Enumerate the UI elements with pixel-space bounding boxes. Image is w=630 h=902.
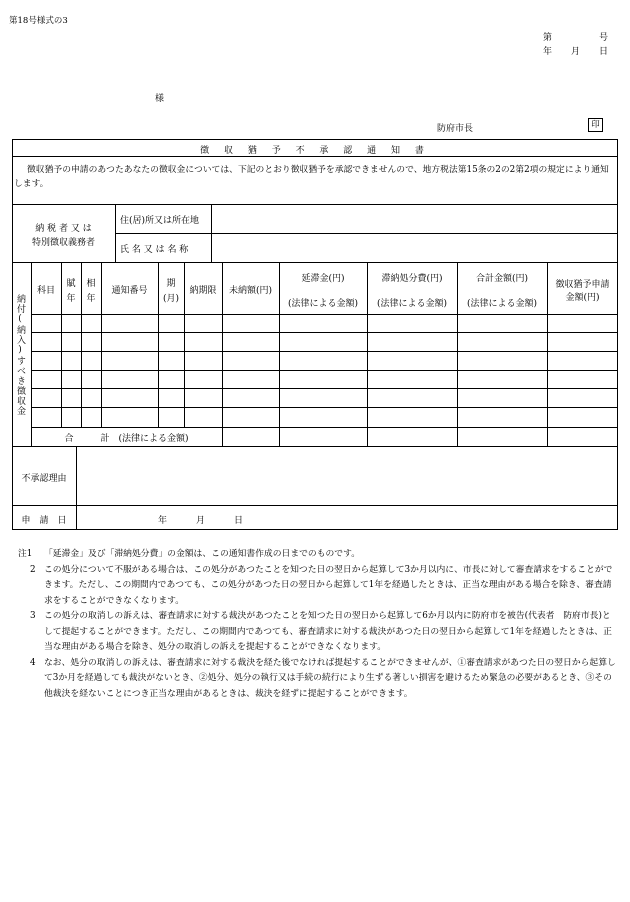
header-due-date: 納期限: [189, 286, 217, 296]
header-fiscal-year-1: 相: [86, 279, 96, 289]
note-item: [18, 563, 618, 610]
issue-month: 月: [570, 47, 580, 57]
seal-mark: 印: [588, 118, 603, 132]
header-period-1: 期: [166, 279, 176, 289]
number-suffix: 号: [598, 33, 608, 43]
application-date-label: 申 請 日: [21, 516, 67, 526]
application-year: 年: [158, 516, 168, 526]
header-unpaid: 未納額(円): [228, 286, 273, 296]
document-title: 徴 収 猶 予 不 承 認 通 知 書: [200, 146, 430, 156]
note-number: 注1: [18, 549, 33, 559]
issue-year: 年: [543, 47, 553, 57]
header-late-fee-1: 延滞金(円): [301, 274, 345, 284]
note-number: 2: [30, 564, 36, 575]
header-disposal-cost-1: 滞納処分費(円): [381, 274, 443, 284]
taxpayer-label-line2: 特別徴収義務者: [31, 238, 95, 248]
header-request-amount-1: 徴収猶予申請: [555, 280, 610, 290]
issue-date: [543, 44, 608, 57]
intro-text: 徴収猶予の申請のあつたあなたの徴収金については、下記のとおり徴収猶予を承認できませんので、地方税法第15条の2の2第2項の規定により通知します。: [14, 165, 609, 189]
rejection-reason-field[interactable]: [77, 447, 617, 504]
header-subject: 科目: [36, 286, 55, 296]
header-notice-number: 通知番号: [111, 286, 148, 296]
header-levy-year-1: 賦: [66, 279, 76, 289]
header-period-2: (月): [162, 294, 180, 304]
header-late-fee-2: (法律による金額): [287, 299, 359, 309]
address-label: 住(居)所又は所在地: [120, 216, 200, 226]
note-item: [18, 656, 618, 703]
note-text: 「延滞金」及び「滞納処分費」の金額は、この通知書作成の日までのものです。: [44, 549, 360, 559]
header-total-1: 合計金額(円): [475, 274, 529, 284]
note-text: この処分について不服がある場合は、この処分があつたことを知つた日の翌日から起算して3か月以内に、市長に対して審査請求をすることができます。ただし、この期間内であつても、この処分があつた日の翌日から起算して1年を経過したときは、正当な理由がある場合を除き、審査請求をすることができなくなります。: [44, 564, 613, 606]
note-number: 4: [30, 657, 36, 668]
note-item: [18, 609, 618, 656]
address-field[interactable]: [212, 205, 617, 232]
name-field[interactable]: [212, 234, 617, 261]
name-label: 氏 名 又 は 名 称: [120, 245, 189, 255]
header-disposal-cost-2: (法律による金額): [376, 299, 448, 309]
application-month: 月: [196, 516, 206, 526]
application-day: 日: [234, 516, 244, 526]
number-prefix: 第: [543, 33, 553, 43]
note-text: なお、処分の取消しの訴えは、審査請求に対する裁決を経た後でなければ提起することができませんが、①審査請求があつた日の翌日から起算して3か月を経過しても裁決がないとき、②処分、処分の執行又は手続の続行により生ずる著しい損害を避けるため緊急の必要があるとき、③その他裁決を経ないことにつき正当な理由があるときは、裁決を経ずに提起することができます。: [44, 657, 616, 699]
header-levy-year-2: 年: [66, 294, 76, 304]
header-total-2: (法律による金額): [466, 299, 538, 309]
total-row-label: 合 計 (法律による金額): [64, 434, 189, 444]
issuer: 防府市長: [437, 124, 474, 134]
notes-section: [18, 547, 618, 702]
note-text: この処分の取消しの訴えは、審査請求に対する裁決があつたことを知つた日の翌日から起算して6か月以内に防府市を被告(代表者 防府市長)として提起することができます。ただし、この期間内であつても、審査請求に対する裁決があつた日の翌日から起算して1年を経過したときは、正当な理由がある場合を除き、処分の取消しの訴えを提起することができなくなります。: [44, 611, 612, 652]
document-number: [543, 30, 608, 43]
taxpayer-label-line1: 納 税 者 又 は: [35, 224, 92, 234]
rejection-reason-label: 不承認理由: [21, 474, 67, 484]
header-fiscal-year-2: 年: [86, 294, 96, 304]
form-number: 第18号様式の3: [9, 16, 68, 26]
addressee-suffix: 様: [155, 94, 165, 104]
note-item: [18, 547, 618, 563]
header-request-amount-2: 金額(円): [565, 293, 600, 303]
issue-day: 日: [598, 47, 608, 57]
note-number: 3: [30, 611, 36, 621]
payable-amount-side-label: 納付(納入)すべき徴収金: [15, 294, 25, 416]
